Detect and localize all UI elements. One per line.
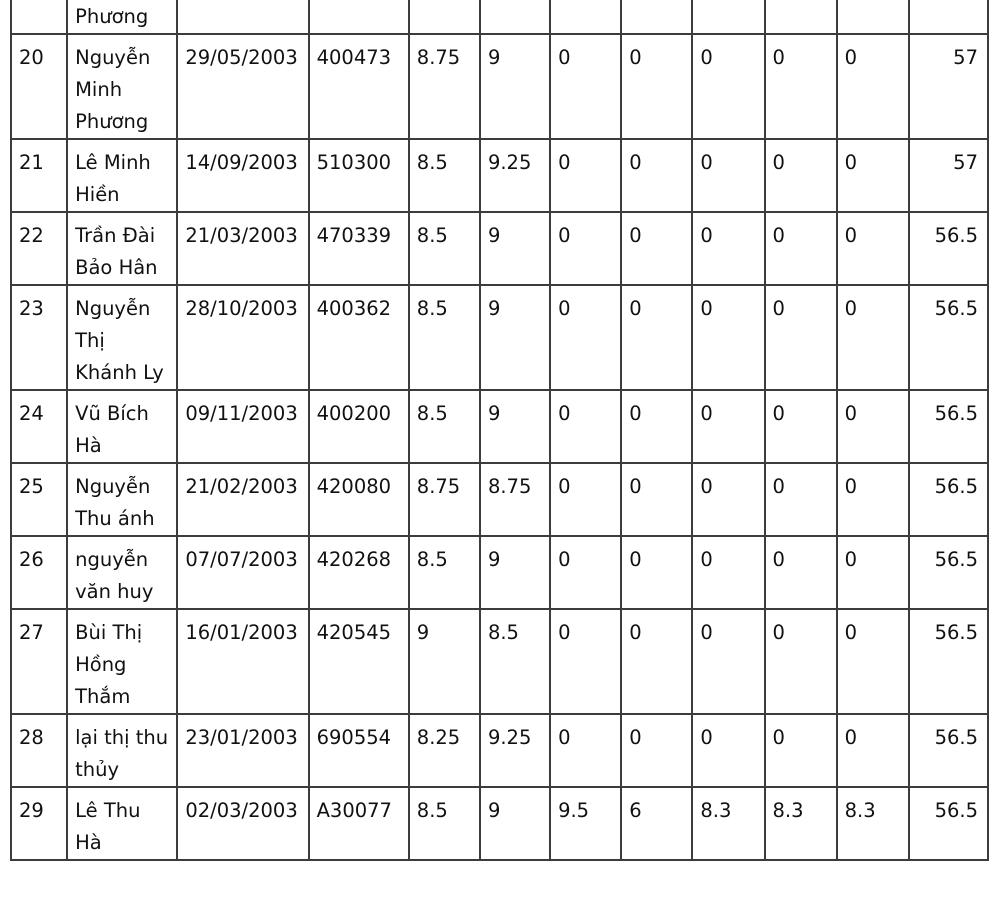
cell-name: nguyễn văn huy xyxy=(68,537,178,610)
cell-name: Lê Thu Hà xyxy=(68,788,178,861)
cell-total: 56.5 xyxy=(910,213,989,286)
cell-score-1: 8.5 xyxy=(410,140,481,213)
cell-sbd: 420268 xyxy=(310,537,410,610)
cell-score-6: 0 xyxy=(766,391,838,464)
cell-score-2: 9 xyxy=(481,286,551,391)
cell-score-7: 0 xyxy=(838,213,910,286)
cell-score-5: 8.3 xyxy=(693,788,765,861)
cell-score-3: 0 xyxy=(551,464,622,537)
cell-score-7 xyxy=(838,0,910,35)
cell-sbd xyxy=(310,0,410,35)
cell-score-2: 9 xyxy=(481,788,551,861)
cell-score-2 xyxy=(481,0,551,35)
cell-dob: 21/02/2003 xyxy=(178,464,309,537)
cell-score-2: 9 xyxy=(481,213,551,286)
cell-dob: 14/09/2003 xyxy=(178,140,309,213)
cell-score-3: 0 xyxy=(551,391,622,464)
cell-score-4: 0 xyxy=(622,35,693,140)
cell-score-6: 0 xyxy=(766,140,838,213)
cell-stt: 28 xyxy=(12,715,68,788)
cell-score-7: 0 xyxy=(838,610,910,715)
cell-sbd: 400473 xyxy=(310,35,410,140)
cell-stt: 29 xyxy=(12,788,68,861)
cell-dob: 16/01/2003 xyxy=(178,610,309,715)
cell-score-3: 0 xyxy=(551,35,622,140)
cell-name: Trần Đài Bảo Hân xyxy=(68,213,178,286)
cell-score-7: 0 xyxy=(838,537,910,610)
cell-score-5: 0 xyxy=(693,610,765,715)
cell-dob: 21/03/2003 xyxy=(178,213,309,286)
cell-score-6: 8.3 xyxy=(766,788,838,861)
cell-score-3: 0 xyxy=(551,537,622,610)
cell-score-3: 0 xyxy=(551,140,622,213)
cell-score-2: 9.25 xyxy=(481,715,551,788)
cell-stt: 23 xyxy=(12,286,68,391)
cell-score-6: 0 xyxy=(766,537,838,610)
cell-score-5: 0 xyxy=(693,140,765,213)
cell-score-4 xyxy=(622,0,693,35)
cell-total: 56.5 xyxy=(910,715,989,788)
cell-score-6: 0 xyxy=(766,286,838,391)
cell-score-6 xyxy=(766,0,838,35)
cell-total xyxy=(910,0,989,35)
cell-name: Lê Minh Hiền xyxy=(68,140,178,213)
table-row xyxy=(12,213,989,286)
cell-total: 56.5 xyxy=(910,788,989,861)
cell-score-5: 0 xyxy=(693,286,765,391)
cell-score-6: 0 xyxy=(766,715,838,788)
cell-score-3: 0 xyxy=(551,610,622,715)
table-row xyxy=(12,286,989,391)
cell-score-5 xyxy=(693,0,765,35)
cell-score-1: 8.5 xyxy=(410,213,481,286)
cell-score-6: 0 xyxy=(766,464,838,537)
cell-dob: 28/10/2003 xyxy=(178,286,309,391)
table-row xyxy=(12,464,989,537)
cell-total: 56.5 xyxy=(910,610,989,715)
cell-score-4: 0 xyxy=(622,715,693,788)
cell-dob: 07/07/2003 xyxy=(178,537,309,610)
cell-score-1: 9 xyxy=(410,610,481,715)
cell-score-7: 0 xyxy=(838,35,910,140)
table-row xyxy=(12,788,989,861)
cell-sbd: 470339 xyxy=(310,213,410,286)
cell-stt: 25 xyxy=(12,464,68,537)
table-row xyxy=(12,35,989,140)
cell-score-4: 6 xyxy=(622,788,693,861)
cell-dob xyxy=(178,0,309,35)
cell-sbd: 420545 xyxy=(310,610,410,715)
scores-table xyxy=(10,0,989,861)
cell-total: 57 xyxy=(910,140,989,213)
cell-name: Nguyễn Thu ánh xyxy=(68,464,178,537)
cell-dob: 23/01/2003 xyxy=(178,715,309,788)
cell-score-1 xyxy=(410,0,481,35)
cell-sbd: 690554 xyxy=(310,715,410,788)
cell-score-4: 0 xyxy=(622,537,693,610)
cell-score-4: 0 xyxy=(622,286,693,391)
cell-total: 57 xyxy=(910,35,989,140)
cell-stt: 27 xyxy=(12,610,68,715)
cell-sbd: 400362 xyxy=(310,286,410,391)
cell-score-6: 0 xyxy=(766,213,838,286)
cell-score-1: 8.5 xyxy=(410,286,481,391)
cell-total: 56.5 xyxy=(910,286,989,391)
cell-stt: 21 xyxy=(12,140,68,213)
cell-name: Bùi Thị Hồng Thắm xyxy=(68,610,178,715)
cell-score-1: 8.75 xyxy=(410,464,481,537)
cell-score-5: 0 xyxy=(693,391,765,464)
cell-name: Phương xyxy=(68,0,178,35)
cell-total: 56.5 xyxy=(910,391,989,464)
cell-stt: 22 xyxy=(12,213,68,286)
cell-score-2: 8.75 xyxy=(481,464,551,537)
cell-score-7: 0 xyxy=(838,140,910,213)
cell-score-4: 0 xyxy=(622,610,693,715)
cell-name: Nguyễn Minh Phương xyxy=(68,35,178,140)
cell-score-5: 0 xyxy=(693,464,765,537)
cell-sbd: 510300 xyxy=(310,140,410,213)
cell-score-5: 0 xyxy=(693,537,765,610)
cell-sbd: 400200 xyxy=(310,391,410,464)
cell-dob: 29/05/2003 xyxy=(178,35,309,140)
cell-score-3 xyxy=(551,0,622,35)
cell-score-5: 0 xyxy=(693,35,765,140)
cell-score-6: 0 xyxy=(766,610,838,715)
cell-score-1: 8.5 xyxy=(410,788,481,861)
cell-stt: 24 xyxy=(12,391,68,464)
cell-name: lại thị thu thủy xyxy=(68,715,178,788)
table-row xyxy=(12,391,989,464)
table-row xyxy=(12,610,989,715)
cell-sbd: 420080 xyxy=(310,464,410,537)
cell-score-1: 8.75 xyxy=(410,35,481,140)
cell-score-5: 0 xyxy=(693,715,765,788)
cell-score-3: 0 xyxy=(551,213,622,286)
cell-score-1: 8.5 xyxy=(410,537,481,610)
cell-sbd: A30077 xyxy=(310,788,410,861)
cell-score-4: 0 xyxy=(622,140,693,213)
cell-score-3: 9.5 xyxy=(551,788,622,861)
cell-score-2: 9.25 xyxy=(481,140,551,213)
cell-dob: 09/11/2003 xyxy=(178,391,309,464)
cell-score-7: 0 xyxy=(838,286,910,391)
table-row xyxy=(12,537,989,610)
cell-score-1: 8.5 xyxy=(410,391,481,464)
cell-score-2: 9 xyxy=(481,35,551,140)
cell-stt xyxy=(12,0,68,35)
cell-score-2: 9 xyxy=(481,391,551,464)
cell-stt: 20 xyxy=(12,35,68,140)
cell-score-7: 0 xyxy=(838,391,910,464)
cell-score-3: 0 xyxy=(551,715,622,788)
cell-name: Vũ Bích Hà xyxy=(68,391,178,464)
cell-score-7: 0 xyxy=(838,715,910,788)
cell-score-1: 8.25 xyxy=(410,715,481,788)
table-body xyxy=(12,0,989,861)
cell-score-5: 0 xyxy=(693,213,765,286)
cell-score-4: 0 xyxy=(622,213,693,286)
cell-score-7: 0 xyxy=(838,464,910,537)
cell-score-2: 8.5 xyxy=(481,610,551,715)
cell-score-2: 9 xyxy=(481,537,551,610)
cell-dob: 02/03/2003 xyxy=(178,788,309,861)
cell-score-3: 0 xyxy=(551,286,622,391)
cell-score-7: 8.3 xyxy=(838,788,910,861)
cell-score-4: 0 xyxy=(622,391,693,464)
table-row xyxy=(12,0,989,35)
table-row xyxy=(12,715,989,788)
cell-total: 56.5 xyxy=(910,464,989,537)
cell-stt: 26 xyxy=(12,537,68,610)
cell-name: Nguyễn Thị Khánh Ly xyxy=(68,286,178,391)
cell-total: 56.5 xyxy=(910,537,989,610)
cell-score-4: 0 xyxy=(622,464,693,537)
cell-score-6: 0 xyxy=(766,35,838,140)
table-row xyxy=(12,140,989,213)
